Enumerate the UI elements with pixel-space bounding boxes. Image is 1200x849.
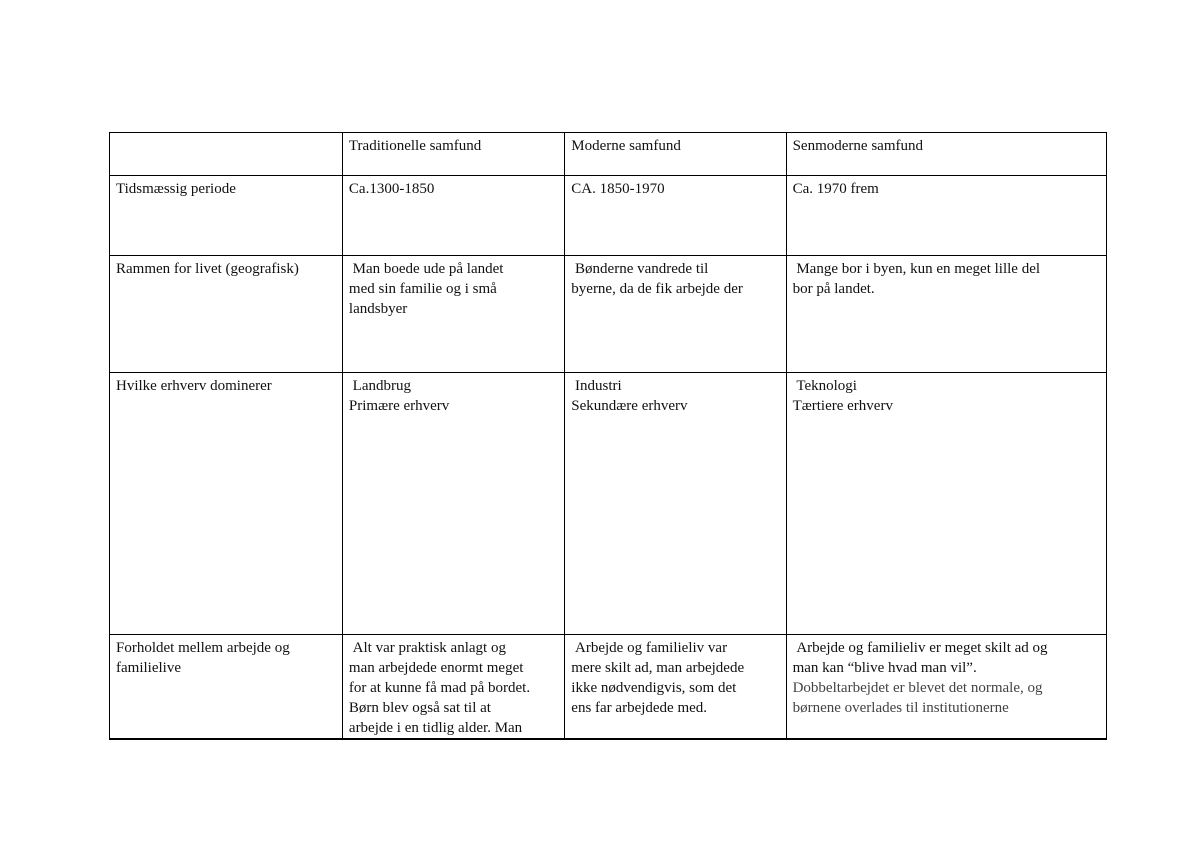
cell-text: ikke nødvendigvis, som det xyxy=(571,680,737,696)
cell-text: Industri xyxy=(571,378,622,394)
cell-geography-traditional xyxy=(342,256,564,373)
cell-text: Bønderne vandrede til xyxy=(571,261,709,277)
header-traditional-text: Traditionelle samfund xyxy=(348,138,482,154)
header-late-modern-text: Senmoderne samfund xyxy=(792,138,923,154)
cell-text: bor på landet. xyxy=(792,281,875,297)
row-label-period xyxy=(110,176,343,256)
cell-text: landsbyer xyxy=(348,301,408,317)
cell-text: arbejde i en tidlig alder. Man xyxy=(348,720,523,736)
cell-text: ens far arbejdede med. xyxy=(571,700,708,716)
header-modern-text: Moderne samfund xyxy=(571,138,681,154)
header-cell-modern xyxy=(565,133,786,176)
table-row-geography xyxy=(110,256,1107,373)
cell-text: Dobbeltarbejdet er blevet det normale, og xyxy=(792,680,1043,696)
cell-period-late-modern xyxy=(786,176,1106,256)
cell-text: for at kunne få mad på bordet. xyxy=(348,680,531,696)
cell-text: Alt var praktisk anlagt og xyxy=(348,640,506,656)
cell-work-family-modern xyxy=(565,635,786,740)
comparison-table xyxy=(109,132,1107,740)
cell-text: Arbejde og familieliv var xyxy=(571,640,728,656)
table-header-row xyxy=(110,133,1107,176)
cell-text: Tærtiere erhverv xyxy=(792,398,893,414)
cell-text: Man boede ude på landet xyxy=(348,261,504,277)
cell-work-family-traditional xyxy=(342,635,564,740)
cell-text: CA. 1850-1970 xyxy=(571,181,665,197)
table-row-industries xyxy=(110,373,1107,635)
cell-industries-late-modern xyxy=(786,373,1106,635)
cell-text: Sekundære erhverv xyxy=(571,398,688,414)
cell-text: børnene overlades til institutionerne xyxy=(792,700,1009,716)
cell-industries-modern xyxy=(565,373,786,635)
cell-text: Mange bor i byen, kun en meget lille del xyxy=(792,261,1041,277)
cell-text: med sin familie og i små xyxy=(348,281,497,297)
cell-text: mere skilt ad, man arbejdede xyxy=(571,660,745,676)
cell-period-traditional xyxy=(342,176,564,256)
cell-text: man kan “blive hvad man vil”. xyxy=(792,660,977,676)
cell-text: Ca.1300-1850 xyxy=(348,181,435,197)
row-label-industries xyxy=(110,373,343,635)
cell-text: Primære erhverv xyxy=(348,398,450,414)
cell-text: Børn blev også sat til at xyxy=(348,700,491,716)
cell-text: Ca. 1970 frem xyxy=(792,181,879,197)
row-label-text: Rammen for livet (geografisk) xyxy=(116,261,299,277)
cell-geography-late-modern xyxy=(786,256,1106,373)
cell-work-family-late-modern xyxy=(786,635,1106,740)
row-label-text: Forholdet mellem arbejde og xyxy=(116,640,290,656)
header-cell-late-modern xyxy=(786,133,1106,176)
cell-text: Teknologi xyxy=(792,378,857,394)
row-label-text: Tidsmæssig periode xyxy=(116,181,236,197)
table-row-period xyxy=(110,176,1107,256)
cell-period-modern xyxy=(565,176,786,256)
row-label-text: Hvilke erhverv dominerer xyxy=(116,378,272,394)
cell-industries-traditional xyxy=(342,373,564,635)
row-label-work-family xyxy=(110,635,343,740)
cell-geography-modern xyxy=(565,256,786,373)
row-label-geography xyxy=(110,256,343,373)
header-cell-empty xyxy=(110,133,343,176)
cell-text: byerne, da de fik arbejde der xyxy=(571,281,743,297)
row-label-text: familielive xyxy=(116,660,181,676)
header-cell-traditional xyxy=(342,133,564,176)
cell-text: Landbrug xyxy=(348,378,411,394)
table-row-work-family xyxy=(110,635,1107,740)
cell-text: Arbejde og familieliv er meget skilt ad og xyxy=(792,640,1048,656)
cell-text: man arbejdede enormt meget xyxy=(348,660,524,676)
